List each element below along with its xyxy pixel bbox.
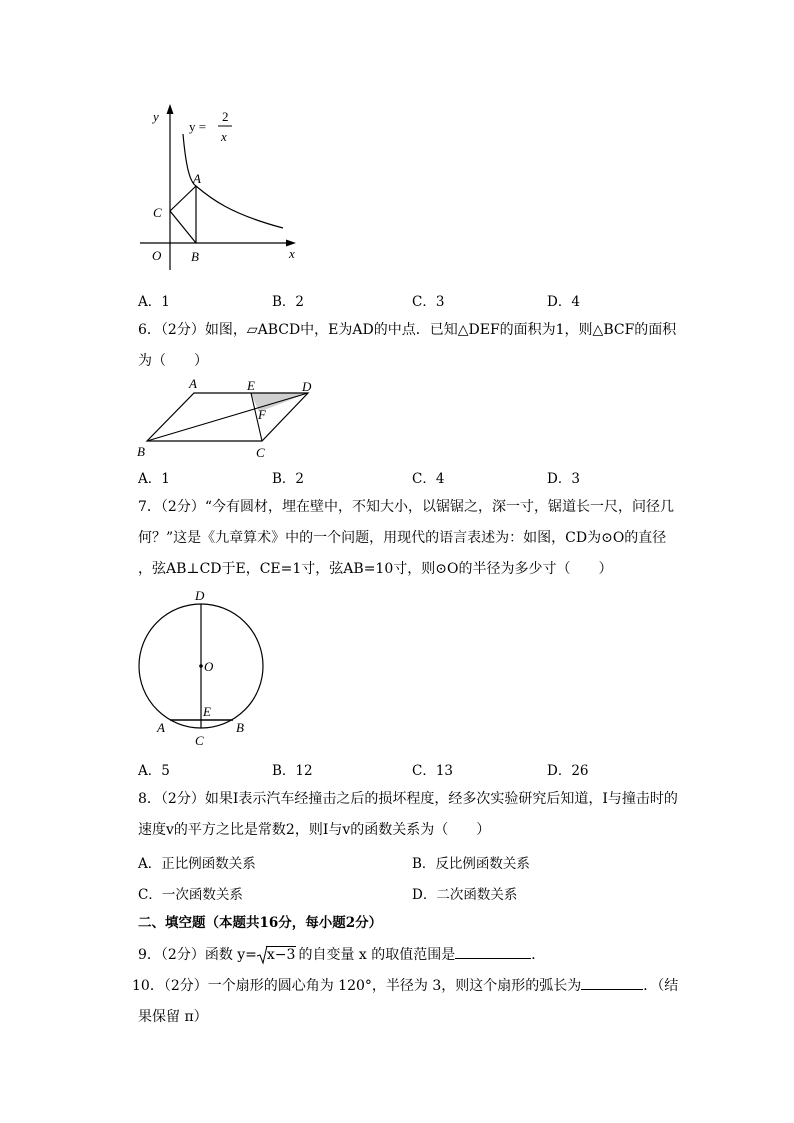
point-E-label: E [203, 704, 211, 719]
q5-option-d[interactable]: D．4 [547, 294, 580, 310]
point-A-label: A [157, 720, 165, 735]
q7-option-d[interactable]: D．26 [547, 763, 589, 779]
q5-option-c[interactable]: C．3 [412, 294, 445, 310]
q9-end: ． [531, 947, 546, 963]
q7-stem-line2: 何？”这是《九章算术》中的一个问题，用现代的语言表述为：如图，CD为⊙O的直径 [138, 530, 667, 546]
q7-option-a[interactable]: A．5 [138, 763, 170, 779]
q7-stem-line1: 7．（2分）“今有圆材，埋在壁中，不知大小，以锯锯之，深一寸，锯道长一尺，问径几 [138, 499, 674, 515]
q10-stem-line2: 果保留 π） [138, 1009, 208, 1025]
point-B-label: B [137, 444, 145, 459]
point-O-label: O [204, 659, 214, 674]
q6-option-b[interactable]: B．2 [272, 471, 305, 487]
point-A-label: A [193, 171, 201, 186]
q7-stem-line3: ，弦AB⊥CD于E，CE=1寸，弦AB=10寸，则⊙O的半径为多少寸（ ） [138, 561, 613, 577]
point-F-label: F [258, 407, 266, 422]
q8-option-c[interactable]: C．一次函数关系 [138, 887, 243, 903]
point-D-label: D [302, 379, 312, 394]
q6-option-c[interactable]: C．4 [412, 471, 445, 487]
sqrt-symbol [257, 945, 297, 965]
q6-stem-line1: 6．（2分）如图，▱ABCD中，E为AD的中点．已知△DEF的面积为1，则△BCF的面积 [138, 322, 677, 338]
center-dot [199, 664, 203, 668]
q5-option-b[interactable]: B．2 [272, 294, 305, 310]
point-D-label: D [195, 588, 205, 603]
point-B-label: B [191, 249, 199, 264]
q5-option-a[interactable]: A．1 [138, 294, 170, 310]
origin-label: O [152, 248, 162, 263]
point-B-label: B [236, 720, 244, 735]
q9-radicand: x−3 [266, 947, 296, 963]
q6-option-d[interactable]: D．3 [547, 471, 580, 487]
radical-sign-icon [257, 946, 267, 964]
q8-option-a[interactable]: A．正比例函数关系 [138, 856, 256, 872]
point-A-label: A [189, 376, 197, 391]
q10-text-a: 10．（2分）一个扇形的圆心角为 120°，半径为 3，则这个扇形的弧长为 [132, 978, 582, 994]
q10-answer-blank[interactable] [581, 975, 643, 990]
q8-stem-line1: 8．（2分）如果I表示汽车经撞击之后的损坏程度，经多次实验研究后知道，I与撞击时的 [138, 791, 678, 807]
section-2-title: 二、填空题（本题共16分，每小题2分） [138, 915, 383, 931]
equation-numerator: 2 [222, 109, 229, 124]
q6-stem-line2: 为（ ） [138, 353, 208, 369]
y-axis-label: y [153, 109, 159, 124]
q7-option-c[interactable]: C．13 [412, 763, 454, 779]
q9-stem [138, 944, 545, 965]
q9-suffix: 的自变量 x 的取值范围是 [298, 947, 456, 963]
q10-text-b: ．（结 [643, 978, 679, 994]
x-axis-label: x [289, 246, 295, 261]
q6-option-a[interactable]: A．1 [138, 471, 170, 487]
q9-prefix: 9．（2分）函数 y= [138, 947, 257, 963]
q8-option-d[interactable]: D．二次函数关系 [412, 887, 518, 903]
q7-option-b[interactable]: B．12 [272, 763, 313, 779]
equation-lhs: y = [189, 119, 207, 134]
q10-stem-line1 [132, 975, 678, 996]
q8-stem-line2: 速度v的平方之比是常数2，则I与v的函数关系为（ ） [138, 822, 491, 838]
point-C-label: C [256, 445, 265, 460]
point-E-label: E [247, 378, 255, 393]
equation-denominator: x [221, 129, 227, 144]
point-C-label: C [195, 733, 204, 748]
q8-option-b[interactable]: B．反比例函数关系 [412, 856, 530, 872]
point-C-label: C [153, 205, 162, 220]
q9-answer-blank[interactable] [455, 944, 531, 959]
